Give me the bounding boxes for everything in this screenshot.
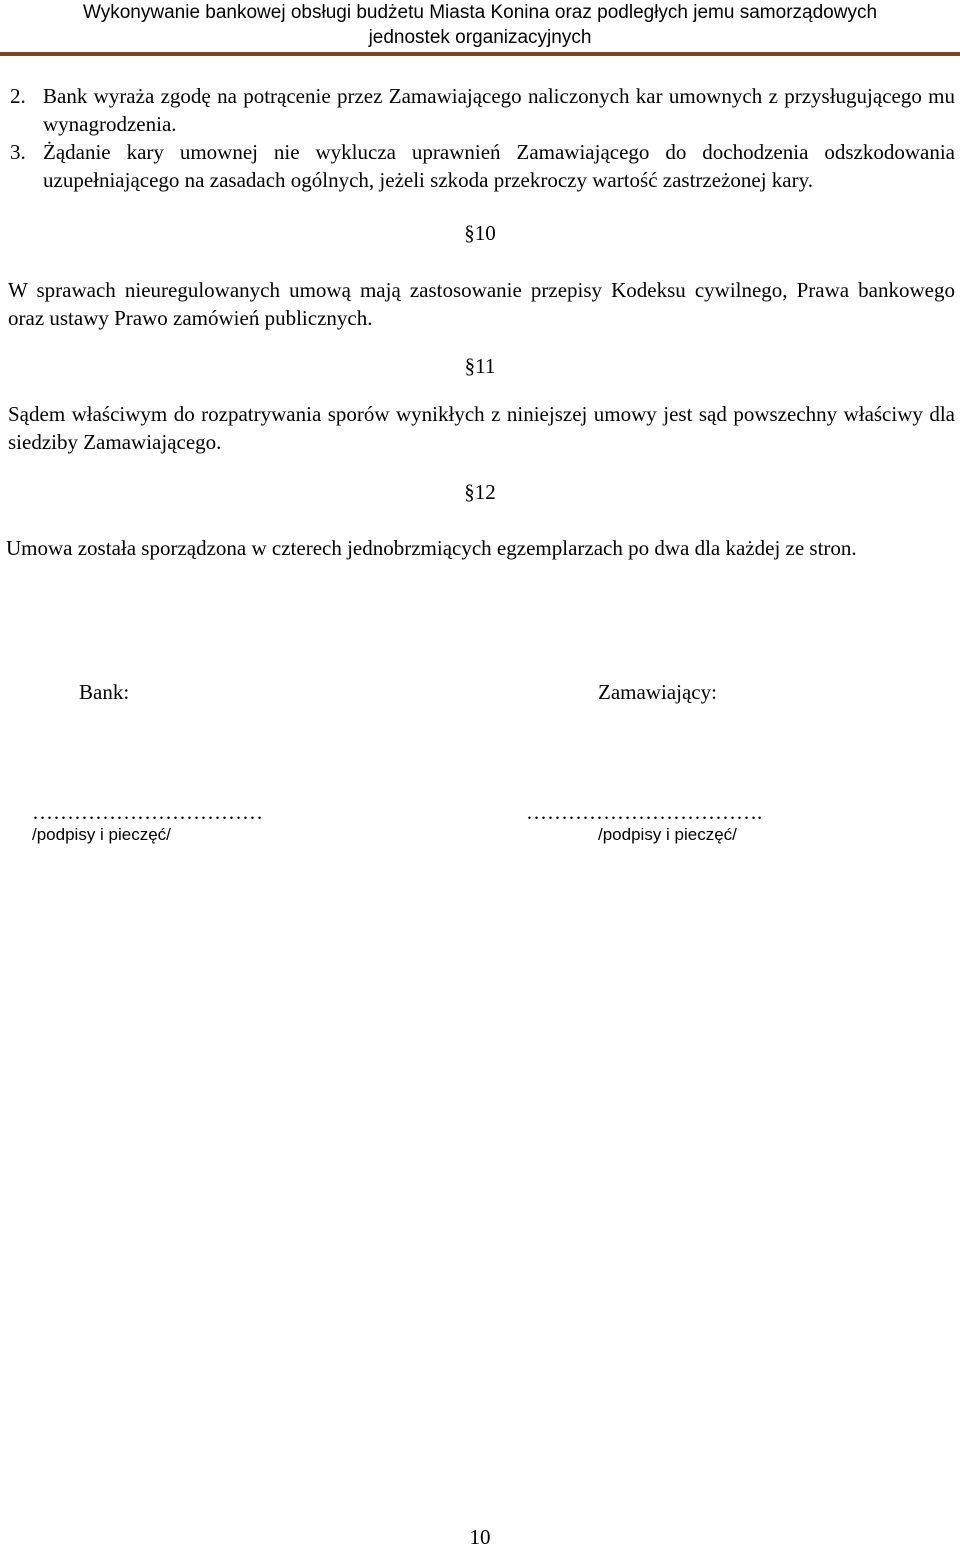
- header-divider: [0, 52, 960, 56]
- document-header: [0, 0, 960, 50]
- signature-label-bank: Bank:: [79, 680, 130, 704]
- list-item-text: Bank wyraża zgodę na potrącenie przez Zamawiającego naliczonych kar umownych z przysługującego mu wynagrodzenia.: [43, 84, 955, 136]
- numbered-list: [10, 82, 955, 194]
- section-heading-12: §12: [464, 480, 496, 504]
- list-item-number: 3.: [10, 140, 26, 164]
- section-heading-10: §10: [464, 221, 496, 245]
- page-number: 10: [469, 1525, 491, 1549]
- list-item: [10, 138, 955, 194]
- section-12-paragraph: Umowa została sporządzona w czterech jednobrzmiących egzemplarzach po dwa dla każdej ze stron.: [6, 536, 857, 560]
- header-title-line-2: jednostek organizacyjnych: [368, 27, 592, 48]
- list-item-text: Żądanie kary umownej nie wyklucza uprawnień Zamawiającego do dochodzenia odszkodowania uzupełniającego na zasadach ogólnych, jeżeli szkoda przekroczy wartość zastrzeżonej kary.: [43, 140, 955, 192]
- section-11-paragraph: Sądem właściwym do rozpatrywania sporów wynikłych z niniejszej umowy jest sąd powszechny właściwy dla siedziby Zamawiającego.: [8, 402, 955, 454]
- signature-label-ordering-party: Zamawiający:: [598, 680, 717, 704]
- signature-line-bank: ……………………………: [32, 800, 263, 824]
- signature-line-ordering-party: …………………………….: [526, 800, 763, 824]
- section-heading-11: §11: [464, 354, 496, 378]
- section-10-paragraph: W sprawach nieuregulowanych umową mają zastosowanie przepisy Kodeksu cywilnego, Prawa bankowego oraz ustawy Prawo zamówień publicznych.: [8, 278, 955, 330]
- list-item-number: 2.: [10, 84, 26, 108]
- list-item: [10, 82, 955, 138]
- signature-caption-ordering-party: /podpisy i pieczęć/: [598, 825, 737, 844]
- header-title-line-1: Wykonywanie bankowej obsługi budżetu Miasta Konina oraz podległych jemu samorządowych: [82, 2, 878, 23]
- signature-caption-bank: /podpisy i pieczęć/: [32, 825, 171, 844]
